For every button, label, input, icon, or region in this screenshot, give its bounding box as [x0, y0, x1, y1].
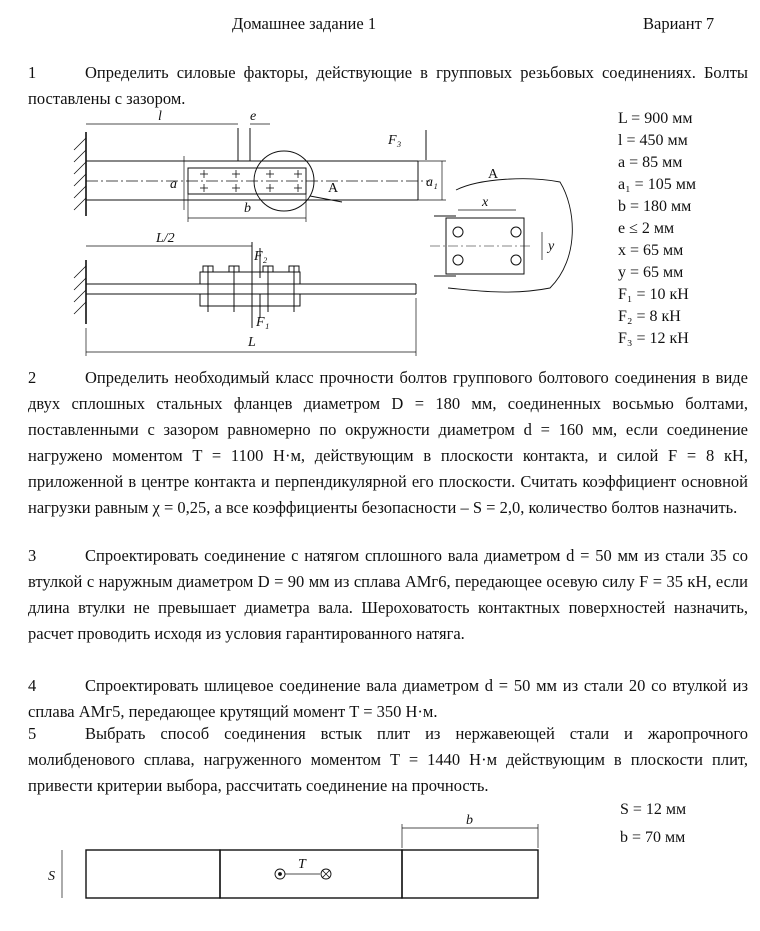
dim-e-label: e	[250, 109, 257, 124]
task-number: 5	[28, 724, 37, 743]
task-4	[28, 673, 748, 725]
dim-s-label: S	[48, 869, 55, 884]
figure-1	[60, 108, 600, 360]
task-2	[28, 365, 748, 521]
param-item: F₃ = 12 кН	[618, 330, 689, 347]
param-item: l = 450 мм	[618, 132, 688, 149]
task-number: 3	[28, 546, 37, 565]
task-text: Спроектировать соединение с натягом сплошного вала диаметром d = 50 мм из стали 35 со втулкой с наружным диаметром D = 90 мм из сплава АМг6, передающее осевую силу F = 35 кН, если длина втулки не превышает диаметра вала. Шероховатость контактных поверхностей назначить, расчет проводить исходя из условия гарантированного натяга.	[28, 546, 748, 643]
dim-a1-label: a₁	[426, 175, 438, 190]
dim-b-label: b	[244, 201, 251, 216]
detail-callout-label: A	[328, 181, 339, 196]
task-3	[28, 543, 748, 647]
force-f2-label: F₂	[254, 249, 268, 264]
dim-a-label: a	[170, 177, 177, 192]
dim-b-label: b	[466, 813, 473, 828]
detail-a-title: A	[488, 167, 499, 182]
dim-l-half-label: L/2	[156, 231, 175, 246]
task-number: 2	[28, 368, 37, 387]
force-f3-label: F₃	[388, 133, 402, 148]
document-title: Домашнее задание 1	[232, 14, 377, 33]
task-5	[28, 721, 748, 799]
param-item: S = 12 мм	[620, 801, 687, 818]
task-text: Определить силовые факторы, действующие в групповых резьбовых соединениях. Болты поставлены с зазором.	[28, 63, 748, 108]
task-1	[28, 60, 748, 112]
dim-l-label: l	[158, 109, 162, 124]
dim-x-label: x	[482, 195, 489, 210]
param-item: F₂ = 8 кН	[618, 308, 681, 325]
force-f1-label: F₁	[256, 315, 270, 330]
task-number: 1	[28, 63, 37, 82]
param-item: x = 65 мм	[618, 242, 684, 259]
task-1-parameters	[618, 108, 696, 350]
task-text: Определить необходимый класс прочности болтов группового болтового соединения в виде двух сплошных стальных фланцев диаметром D = 180 мм, соединенных восьмью болтами, поставленными с зазором равномерно по окружности диаметром d = 160 мм, если соединение нагружено моментом T = 1100 Н·м, действующим в плоскости контакта, и силой F = 8 кН, приложенной в центре контакта и перпендикулярной его плоскости. Считать коэффициент основной нагрузки равным χ = 0,25, а все коэффициенты безопасности – S = 2,0, количество болтов назначить.	[28, 368, 748, 517]
dim-big-l-label: L	[248, 335, 256, 350]
dim-y-label: y	[548, 239, 555, 254]
variant-label: Вариант 7	[643, 14, 715, 33]
param-item: a = 85 мм	[618, 154, 683, 171]
task-text: Выбрать способ соединения встык плит из нержавеющей стали и жаропрочного молибденового сплава, нагруженного моментом T = 1440 Н·м действующим в плоскости плит, привести критерии выбора, рассчитать соединение на прочность.	[28, 724, 748, 795]
param-item: F₁ = 10 кН	[618, 286, 689, 303]
param-item: L = 900 мм	[618, 110, 693, 127]
param-item: a₁ = 105 мм	[618, 176, 696, 193]
param-item: b = 70 мм	[620, 829, 686, 846]
param-item: y = 65 мм	[618, 264, 684, 281]
figure-5	[40, 808, 560, 908]
task-text: Спроектировать шлицевое соединение вала диаметром d = 50 мм из стали 20 со втулкой из сплава АМг5, передающее крутящий момент T = 350 Н·м.	[28, 676, 748, 721]
param-item: b = 180 мм	[618, 198, 692, 215]
task-5-parameters	[620, 796, 686, 852]
param-item: e ≤ 2 мм	[618, 220, 675, 237]
moment-t-label: T	[298, 857, 306, 872]
task-number: 4	[28, 676, 37, 695]
